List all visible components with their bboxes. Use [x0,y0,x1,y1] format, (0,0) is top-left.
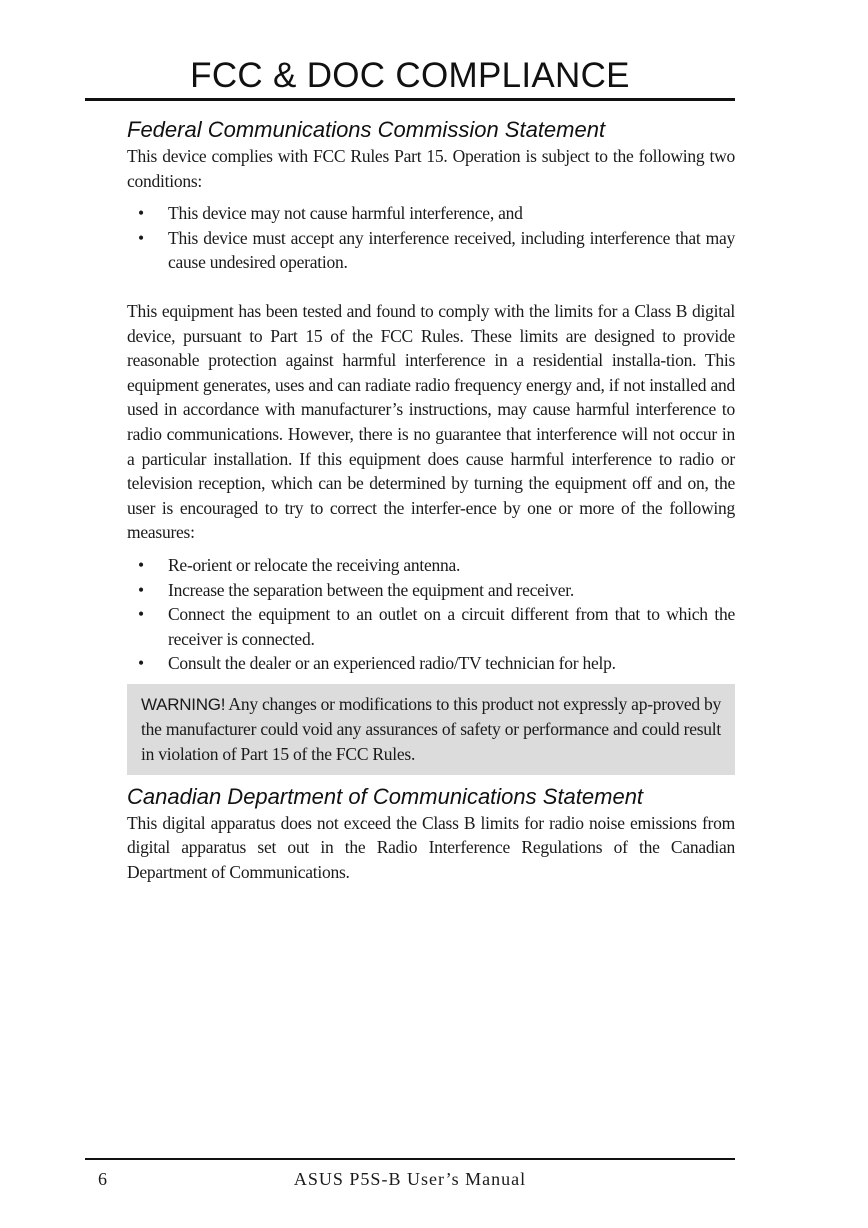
doc-section-heading: Canadian Department of Communications Statement [127,783,644,809]
bullet-icon: • [138,579,144,600]
list-item [127,226,735,275]
spacer [127,545,735,553]
footer-manual-title: ASUS P5S-B User’s Manual [293,1169,527,1189]
fcc-intro-paragraph: This device complies with FCC Rules Part 15. Operation is subject to the following two conditions: [127,146,735,191]
measure-text: Re-orient or relocate the receiving antenna. [168,554,461,575]
measure-text: Increase the separation between the equipment and receiver. [168,579,575,600]
page-title: FCC & DOC COMPLIANCE [190,56,630,95]
condition-text: This device must accept any interference received, including interference that may cause undesired operation. [168,227,735,273]
bullet-icon: • [138,653,144,674]
measure-text: Connect the equipment to an outlet on a circuit different from that to which the receiver is connected. [168,604,735,649]
bullet-icon: • [138,604,144,625]
fcc-measures-list [127,553,735,676]
footer-rule [85,1158,735,1160]
fcc-body-paragraph: This equipment has been tested and found to comply with the limits for a Class B digital device, pursuant to Part 15 of the FCC Rules. These limits are designed to provide reasonable protection against harmful interference in a residential installa-tion. This equipment generates, uses and can radiate radio frequency energy and, if not installed and used in accordance with manufacturer’s instructions, may cause harmful interference to radio communications. However, there is no guarantee that interference will not occur in a particular installation. If this equipment does cause harmful interference to radio or television reception, which can be determined by turning the equipment off and on, the user is encouraged to try to correct the interfer-ence by one or more of the following measures: [127,300,735,543]
measure-text: Consult the dealer or an experienced radio/TV technician for help. [168,653,616,674]
fcc-section-heading: Federal Communications Commission Statement [127,117,606,142]
page-content [127,116,735,884]
list-item [127,201,735,226]
fcc-conditions-list [127,201,735,275]
page-number: 6 [98,1169,107,1189]
list-item [127,578,735,603]
warning-label: WARNING! [141,694,226,714]
bullet-icon: • [138,203,144,224]
warning-text: Any changes or modifications to this product not expressly ap-proved by the manufacturer could void any assurances of safety or performance and could result in violation of Part 15 of the FCC Rules. [141,693,721,765]
spacer [127,275,735,299]
spacer [127,775,735,783]
warning-box [127,684,735,775]
title-rule [85,98,735,101]
list-item [127,602,735,651]
list-item [127,651,735,676]
doc-body-paragraph: This digital apparatus does not exceed the Class B limits for radio noise emissions from digital apparatus set out in the Radio Interference Regulations of the Canadian Department of Communications. [127,812,735,882]
list-item [127,553,735,578]
bullet-icon: • [138,554,144,575]
spacer [127,193,735,201]
bullet-icon: • [138,227,144,248]
warning-paragraph [141,692,721,767]
condition-text: This device may not cause harmful interference, and [168,203,523,224]
